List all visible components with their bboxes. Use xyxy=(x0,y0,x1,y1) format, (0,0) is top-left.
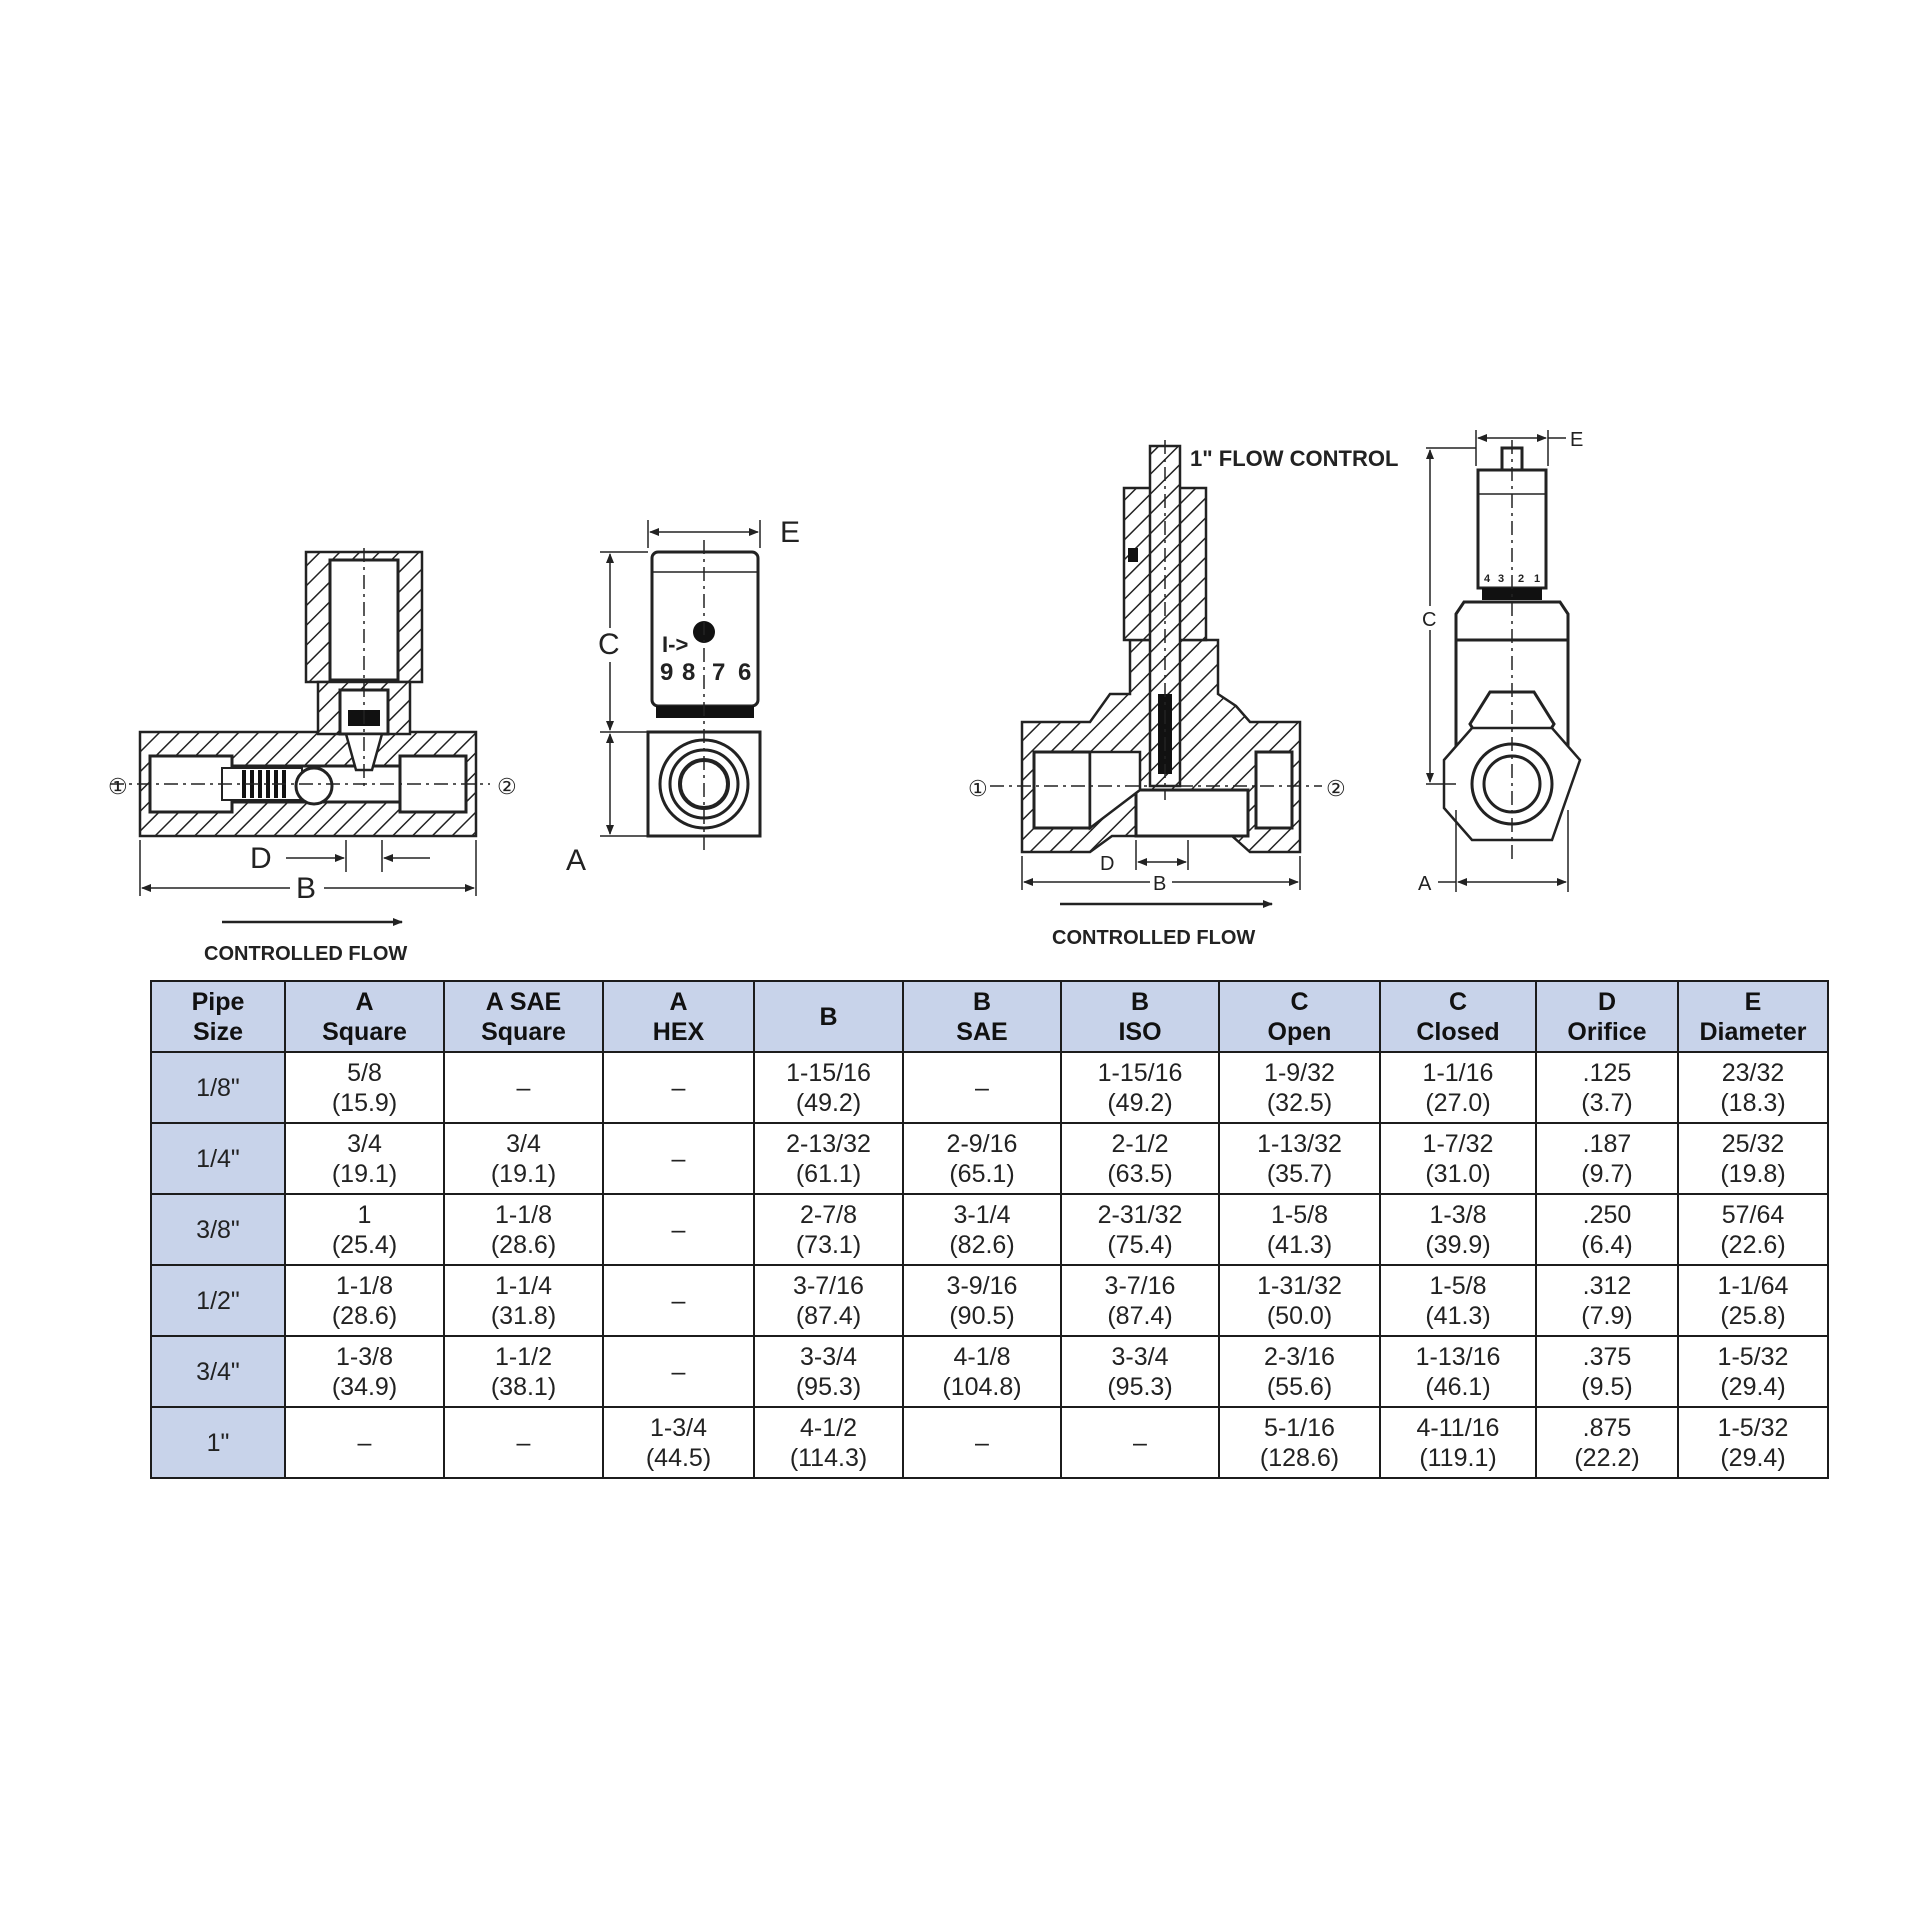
right-dim-c-label: C xyxy=(1422,609,1437,631)
table-cell-a-hex xyxy=(603,1407,754,1478)
pipe-size-cell: 1/8" xyxy=(151,1052,285,1123)
right-dial-number-3: 3 xyxy=(1498,573,1505,585)
cell-mm-value: (119.1) xyxy=(1419,1443,1497,1472)
header-line-1: Pipe xyxy=(191,987,245,1016)
cell-mm-value: (9.7) xyxy=(1581,1159,1633,1188)
table-cell-b xyxy=(754,1336,903,1407)
table-cell-a-sae-square xyxy=(444,1194,603,1265)
cell-inch-value: 5-1/16 xyxy=(1264,1413,1335,1442)
cell-mm-value: (7.9) xyxy=(1581,1301,1633,1330)
left-dial-number-9: 9 xyxy=(660,659,674,686)
cell-mm-value: (39.9) xyxy=(1425,1230,1491,1259)
table-cell-b-iso xyxy=(1061,1407,1219,1478)
cell-inch-value: .125 xyxy=(1582,1058,1632,1087)
cell-inch-value: 4-1/8 xyxy=(953,1342,1011,1371)
cell-mm-value: (41.3) xyxy=(1425,1301,1491,1330)
left-dim-c-label: C xyxy=(598,628,620,661)
table-cell-a-sae-square xyxy=(444,1123,603,1194)
cell-inch-value: – xyxy=(1133,1428,1147,1457)
table-cell-b-sae xyxy=(903,1194,1061,1265)
header-line-1: D xyxy=(1597,987,1617,1016)
header-line-1: A xyxy=(669,987,688,1016)
table-cell-b-sae xyxy=(903,1265,1061,1336)
cell-inch-value: 3-3/4 xyxy=(800,1342,857,1371)
table-cell-a-square xyxy=(285,1194,444,1265)
table-cell-c-closed xyxy=(1380,1052,1536,1123)
table-cell-a-hex xyxy=(603,1265,754,1336)
table-cell-b-sae xyxy=(903,1123,1061,1194)
header-b xyxy=(754,981,903,1052)
cell-inch-value: 1-1/8 xyxy=(495,1200,552,1229)
table-cell-a-square xyxy=(285,1052,444,1123)
cell-inch-value: 1-1/16 xyxy=(1422,1058,1494,1087)
table-cell-a-square xyxy=(285,1336,444,1407)
cell-inch-value: 23/32 xyxy=(1721,1058,1785,1087)
pipe-size-cell: 3/4" xyxy=(151,1336,285,1407)
cell-mm-value: (31.8) xyxy=(490,1301,557,1330)
cell-inch-value: 1-5/32 xyxy=(1717,1413,1789,1442)
left-dim-e-label: E xyxy=(780,516,801,549)
cell-inch-value: 2-7/8 xyxy=(800,1200,857,1229)
cell-mm-value: (6.4) xyxy=(1581,1230,1633,1259)
cell-inch-value: – xyxy=(671,1286,686,1315)
cell-inch-value: 2-13/32 xyxy=(786,1129,871,1158)
right-port-out-label: ② xyxy=(1326,776,1346,801)
left-dial-arrow: I-> xyxy=(662,632,689,657)
cell-inch-value: 1-5/8 xyxy=(1271,1200,1328,1229)
left-dial-number-8: 8 xyxy=(682,659,696,686)
table-cell-b-iso xyxy=(1061,1052,1219,1123)
right-dim-a-label: A xyxy=(1418,873,1432,895)
cell-mm-value: (3.7) xyxy=(1581,1088,1633,1117)
table-cell-b xyxy=(754,1265,903,1336)
cell-inch-value: 2-3/16 xyxy=(1264,1342,1335,1371)
cell-inch-value: 1 xyxy=(357,1200,372,1229)
right-dial-number-2: 2 xyxy=(1518,573,1525,585)
table-cell-c-closed xyxy=(1380,1407,1536,1478)
cell-inch-value: .312 xyxy=(1582,1271,1632,1300)
cell-mm-value: (50.0) xyxy=(1266,1301,1333,1330)
large-valve-end-view xyxy=(1444,440,1580,860)
table-cell-c-closed xyxy=(1380,1194,1536,1265)
cell-inch-value: – xyxy=(975,1428,989,1457)
cell-mm-value: (38.1) xyxy=(490,1372,557,1401)
cell-inch-value: .375 xyxy=(1582,1342,1632,1371)
cell-mm-value: (9.5) xyxy=(1581,1372,1633,1401)
cell-mm-value: (104.8) xyxy=(942,1372,1022,1401)
table-cell-c-closed xyxy=(1380,1336,1536,1407)
header-line-2: HEX xyxy=(652,1017,705,1046)
table-cell-b-iso xyxy=(1061,1194,1219,1265)
cell-mm-value: (19.8) xyxy=(1720,1159,1786,1188)
pipe-size-cell: 1" xyxy=(151,1407,285,1478)
cell-mm-value: (41.3) xyxy=(1266,1230,1333,1259)
cell-inch-value: 57/64 xyxy=(1721,1200,1785,1229)
small-valve-end-view xyxy=(648,540,760,850)
cell-mm-value: (27.0) xyxy=(1425,1088,1491,1117)
cell-mm-value: (46.1) xyxy=(1425,1372,1491,1401)
header-line-2: Open xyxy=(1267,1017,1332,1046)
left-dim-d-label: D xyxy=(250,842,272,875)
table-cell-c-closed xyxy=(1380,1265,1536,1336)
header-b-sae xyxy=(903,981,1061,1052)
cell-inch-value: .875 xyxy=(1582,1413,1632,1442)
left-port-in-label: ① xyxy=(108,774,128,799)
table-cell-e-diameter xyxy=(1678,1407,1828,1478)
pipe-size-cell: 1/2" xyxy=(151,1265,285,1336)
cell-mm-value: (28.6) xyxy=(490,1230,557,1259)
cell-inch-value: – xyxy=(516,1073,531,1102)
cell-mm-value: (19.1) xyxy=(331,1159,398,1188)
left-dim-b-label: B xyxy=(296,872,317,905)
header-line-2: Closed xyxy=(1416,1017,1500,1046)
table-header-row xyxy=(151,981,1828,1052)
table-row xyxy=(151,1052,1828,1123)
table-row xyxy=(151,1265,1828,1336)
cell-inch-value: 1-1/64 xyxy=(1717,1271,1789,1300)
table-cell-a-square xyxy=(285,1123,444,1194)
cell-inch-value: 1-3/8 xyxy=(1429,1200,1487,1229)
table-row xyxy=(151,1123,1828,1194)
table-cell-b xyxy=(754,1123,903,1194)
table-cell-a-sae-square xyxy=(444,1336,603,1407)
header-line-1: B xyxy=(1130,987,1150,1016)
header-line-2: Diameter xyxy=(1699,1017,1807,1046)
cell-inch-value: 4-1/2 xyxy=(800,1413,857,1442)
cell-mm-value: (49.2) xyxy=(1107,1088,1173,1117)
cell-mm-value: (35.7) xyxy=(1266,1159,1333,1188)
cell-inch-value: 1-15/16 xyxy=(786,1058,871,1087)
cell-mm-value: (44.5) xyxy=(645,1443,712,1472)
header-line-2: Square xyxy=(481,1017,566,1046)
cell-inch-value: 3-7/16 xyxy=(793,1271,864,1300)
header-a-square xyxy=(285,981,444,1052)
table-cell-d-orifice xyxy=(1536,1265,1678,1336)
table-cell-b xyxy=(754,1407,903,1478)
header-pipe-size xyxy=(151,981,285,1052)
header-e-diameter xyxy=(1678,981,1828,1052)
cell-inch-value: 1-1/8 xyxy=(336,1271,393,1300)
cell-inch-value: 3-9/16 xyxy=(946,1271,1018,1300)
header-a-sae-square xyxy=(444,981,603,1052)
cell-inch-value: 25/32 xyxy=(1721,1129,1785,1158)
cell-inch-value: – xyxy=(671,1357,686,1386)
cell-inch-value: 3-1/4 xyxy=(953,1200,1011,1229)
cell-inch-value: – xyxy=(671,1073,686,1102)
cell-inch-value: 1-3/8 xyxy=(336,1342,393,1371)
cell-mm-value: (95.3) xyxy=(1107,1372,1173,1401)
cell-mm-value: (22.6) xyxy=(1720,1230,1786,1259)
table-cell-a-square xyxy=(285,1407,444,1478)
cell-mm-value: (90.5) xyxy=(949,1301,1015,1330)
cell-mm-value: (25.4) xyxy=(331,1230,398,1259)
table-cell-d-orifice xyxy=(1536,1123,1678,1194)
cell-inch-value: 3-7/16 xyxy=(1104,1271,1176,1300)
table-cell-e-diameter xyxy=(1678,1052,1828,1123)
cell-inch-value: 3/4 xyxy=(347,1129,382,1158)
cell-mm-value: (29.4) xyxy=(1720,1443,1786,1472)
cell-inch-value: 1-1/2 xyxy=(495,1342,552,1371)
cell-inch-value: 1-13/32 xyxy=(1257,1129,1342,1158)
table-cell-b xyxy=(754,1194,903,1265)
header-line-1: A xyxy=(355,987,374,1016)
cell-inch-value: – xyxy=(671,1144,686,1173)
header-line-1: B xyxy=(972,987,992,1016)
table-cell-c-open xyxy=(1219,1052,1380,1123)
table-cell-b-iso xyxy=(1061,1336,1219,1407)
cell-inch-value: 3-3/4 xyxy=(1111,1342,1169,1371)
cell-mm-value: (65.1) xyxy=(949,1159,1015,1188)
cell-inch-value: 1-5/8 xyxy=(1429,1271,1487,1300)
table-cell-a-hex xyxy=(603,1194,754,1265)
table-cell-d-orifice xyxy=(1536,1336,1678,1407)
table-row xyxy=(151,1407,1828,1478)
cell-inch-value: 1-1/4 xyxy=(495,1271,552,1300)
pipe-size-cell: 3/8" xyxy=(151,1194,285,1265)
header-c-closed xyxy=(1380,981,1536,1052)
cell-mm-value: (31.0) xyxy=(1425,1159,1491,1188)
table-cell-e-diameter xyxy=(1678,1265,1828,1336)
table-cell-d-orifice xyxy=(1536,1052,1678,1123)
table-cell-e-diameter xyxy=(1678,1194,1828,1265)
left-dim-a-label: A xyxy=(566,844,587,877)
cell-inch-value: 3/4 xyxy=(506,1129,541,1158)
cell-inch-value: 1-31/32 xyxy=(1257,1271,1342,1300)
pipe-size-cell: 1/4" xyxy=(151,1123,285,1194)
right-port-in-label: ① xyxy=(968,776,988,801)
table-cell-b xyxy=(754,1052,903,1123)
right-dial-number-4: 4 xyxy=(1484,573,1491,585)
cell-inch-value: 1-7/32 xyxy=(1422,1129,1494,1158)
table-cell-b-sae xyxy=(903,1336,1061,1407)
header-line-1: A SAE xyxy=(485,987,562,1016)
left-port-out-label: ② xyxy=(497,774,517,799)
cell-mm-value: (95.3) xyxy=(795,1372,862,1401)
table-cell-d-orifice xyxy=(1536,1407,1678,1478)
cell-inch-value: – xyxy=(357,1428,372,1457)
table-cell-a-square xyxy=(285,1265,444,1336)
table-cell-a-sae-square xyxy=(444,1407,603,1478)
table-cell-c-open xyxy=(1219,1265,1380,1336)
cell-mm-value: (18.3) xyxy=(1720,1088,1786,1117)
cell-mm-value: (55.6) xyxy=(1266,1372,1333,1401)
header-d-orifice xyxy=(1536,981,1678,1052)
table-row xyxy=(151,1194,1828,1265)
cell-mm-value: (22.2) xyxy=(1574,1443,1640,1472)
dimensions-table xyxy=(150,980,1829,1479)
cell-inch-value: 1-5/32 xyxy=(1717,1342,1789,1371)
cell-inch-value: – xyxy=(671,1215,686,1244)
cell-mm-value: (34.9) xyxy=(331,1372,398,1401)
cell-inch-value: 4-11/16 xyxy=(1416,1413,1500,1442)
cell-mm-value: (87.4) xyxy=(795,1301,862,1330)
cell-mm-value: (61.1) xyxy=(795,1159,862,1188)
header-line-1: C xyxy=(1448,987,1468,1016)
cell-inch-value: 5/8 xyxy=(347,1058,382,1087)
cell-mm-value: (15.9) xyxy=(331,1088,398,1117)
table-cell-c-open xyxy=(1219,1123,1380,1194)
header-line-2: Size xyxy=(192,1017,244,1046)
table-cell-a-hex xyxy=(603,1336,754,1407)
table-cell-b-iso xyxy=(1061,1265,1219,1336)
small-valve-section-view xyxy=(110,548,490,836)
large-valve-section-view xyxy=(990,440,1322,852)
header-line-1: B xyxy=(819,1002,838,1031)
table-cell-c-open xyxy=(1219,1407,1380,1478)
table-cell-a-hex xyxy=(603,1052,754,1123)
cell-mm-value: (25.8) xyxy=(1720,1301,1786,1330)
cell-mm-value: (75.4) xyxy=(1107,1230,1173,1259)
cell-mm-value: (114.3) xyxy=(789,1443,868,1472)
right-dim-b-label: B xyxy=(1153,873,1167,895)
cell-mm-value: (73.1) xyxy=(795,1230,862,1259)
table-cell-a-hex xyxy=(603,1123,754,1194)
cell-inch-value: 2-9/16 xyxy=(946,1129,1018,1158)
cell-mm-value: (63.5) xyxy=(1107,1159,1173,1188)
cell-inch-value: .187 xyxy=(1582,1129,1632,1158)
cell-mm-value: (28.6) xyxy=(331,1301,398,1330)
table-cell-c-closed xyxy=(1380,1123,1536,1194)
cell-inch-value: 2-1/2 xyxy=(1111,1129,1169,1158)
table-cell-c-open xyxy=(1219,1336,1380,1407)
cell-mm-value: (82.6) xyxy=(949,1230,1015,1259)
table-cell-b-sae xyxy=(903,1052,1061,1123)
header-line-2: ISO xyxy=(1118,1017,1162,1046)
right-dim-d-label: D xyxy=(1100,853,1115,875)
cell-inch-value: 1-9/32 xyxy=(1264,1058,1335,1087)
header-c-open xyxy=(1219,981,1380,1052)
table-cell-c-open xyxy=(1219,1194,1380,1265)
header-line-2: SAE xyxy=(956,1017,1008,1046)
table-cell-b-iso xyxy=(1061,1123,1219,1194)
right-flow-label: CONTROLLED FLOW xyxy=(1052,927,1256,949)
table-cell-e-diameter xyxy=(1678,1123,1828,1194)
header-line-2: Orifice xyxy=(1567,1017,1647,1046)
cell-mm-value: (49.2) xyxy=(795,1088,862,1117)
header-a-hex xyxy=(603,981,754,1052)
cell-mm-value: (19.1) xyxy=(490,1159,557,1188)
left-flow-label: CONTROLLED FLOW xyxy=(204,943,408,965)
cell-mm-value: (128.6) xyxy=(1259,1443,1340,1472)
table-cell-e-diameter xyxy=(1678,1336,1828,1407)
table-cell-b-sae xyxy=(903,1407,1061,1478)
cell-inch-value: 1-15/16 xyxy=(1097,1058,1183,1087)
left-dial-number-6: 6 xyxy=(738,659,752,686)
cell-inch-value: 2-31/32 xyxy=(1097,1200,1183,1229)
cell-inch-value: .250 xyxy=(1582,1200,1632,1229)
cell-mm-value: (29.4) xyxy=(1720,1372,1786,1401)
cell-inch-value: – xyxy=(516,1428,531,1457)
table-cell-d-orifice xyxy=(1536,1194,1678,1265)
header-line-1: E xyxy=(1744,987,1762,1016)
left-dial-number-7: 7 xyxy=(712,659,726,686)
right-dial-number-1: 1 xyxy=(1534,573,1541,585)
cell-mm-value: (32.5) xyxy=(1266,1088,1333,1117)
right-title: 1" FLOW CONTROL xyxy=(1190,446,1399,471)
cell-mm-value: (87.4) xyxy=(1107,1301,1173,1330)
header-line-2: Square xyxy=(322,1017,407,1046)
cell-inch-value: – xyxy=(975,1073,989,1102)
right-dim-e-label: E xyxy=(1570,429,1584,451)
table-row xyxy=(151,1336,1828,1407)
table-cell-a-sae-square xyxy=(444,1265,603,1336)
table-cell-a-sae-square xyxy=(444,1052,603,1123)
cell-inch-value: 1-13/16 xyxy=(1415,1342,1501,1371)
header-b-iso xyxy=(1061,981,1219,1052)
header-line-1: C xyxy=(1290,987,1309,1016)
cell-inch-value: 1-3/4 xyxy=(650,1413,707,1442)
